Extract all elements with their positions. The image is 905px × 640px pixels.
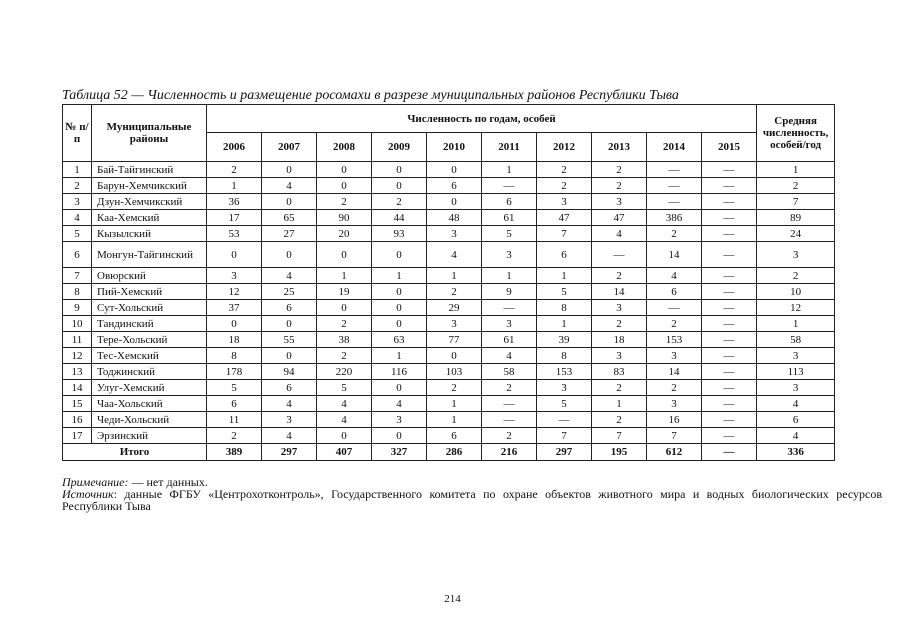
table-row xyxy=(63,268,835,284)
year-value: 3 xyxy=(592,300,647,316)
year-value: 37 xyxy=(207,300,262,316)
year-value: 5 xyxy=(482,226,537,242)
year-value: 44 xyxy=(372,210,427,226)
year-value: — xyxy=(702,332,757,348)
table-row xyxy=(63,316,835,332)
district-name: Овюрский xyxy=(92,268,207,284)
year-value: — xyxy=(702,412,757,428)
year-value: — xyxy=(647,194,702,210)
source-line xyxy=(62,488,882,512)
year-value: 0 xyxy=(372,178,427,194)
year-value: 77 xyxy=(427,332,482,348)
district-name: Тере-Хольский xyxy=(92,332,207,348)
year-value: 19 xyxy=(317,284,372,300)
year-value: 58 xyxy=(482,364,537,380)
average-value: 2 xyxy=(757,178,835,194)
year-value: 1 xyxy=(537,268,592,284)
year-value: — xyxy=(647,178,702,194)
year-value: 14 xyxy=(647,364,702,380)
header-year: 2008 xyxy=(317,133,372,162)
year-value: 1 xyxy=(372,348,427,364)
year-value: 47 xyxy=(537,210,592,226)
district-name: Чаа-Хольский xyxy=(92,396,207,412)
district-name: Бай-Тайгинский xyxy=(92,162,207,178)
table-row xyxy=(63,364,835,380)
district-name: Тандинский xyxy=(92,316,207,332)
row-number: 13 xyxy=(63,364,92,380)
total-value: 327 xyxy=(372,444,427,461)
district-name: Тес-Хемский xyxy=(92,348,207,364)
row-number: 7 xyxy=(63,268,92,284)
average-value: 113 xyxy=(757,364,835,380)
year-value: 18 xyxy=(592,332,647,348)
year-value: 1 xyxy=(317,268,372,284)
header-year: 2006 xyxy=(207,133,262,162)
page-number: 214 xyxy=(444,593,461,605)
year-value: 1 xyxy=(427,412,482,428)
year-value: 220 xyxy=(317,364,372,380)
year-value: — xyxy=(702,380,757,396)
year-value: 0 xyxy=(317,428,372,444)
year-value: 61 xyxy=(482,210,537,226)
average-value: 6 xyxy=(757,412,835,428)
row-number: 3 xyxy=(63,194,92,210)
year-value: 2 xyxy=(427,380,482,396)
source-label: Источник xyxy=(62,487,114,501)
year-value: 47 xyxy=(592,210,647,226)
year-value: 94 xyxy=(262,364,317,380)
table-row xyxy=(63,396,835,412)
year-value: 5 xyxy=(207,380,262,396)
year-value: 17 xyxy=(207,210,262,226)
year-value: 103 xyxy=(427,364,482,380)
year-value: — xyxy=(702,162,757,178)
row-number: 5 xyxy=(63,226,92,242)
year-value: 65 xyxy=(262,210,317,226)
year-value: 0 xyxy=(317,242,372,268)
year-value: 2 xyxy=(592,316,647,332)
year-value: 153 xyxy=(647,332,702,348)
year-value: 153 xyxy=(537,364,592,380)
district-name: Монгун-Тайгинский xyxy=(92,242,207,268)
year-value: 0 xyxy=(372,284,427,300)
year-value: 4 xyxy=(262,396,317,412)
row-number: 8 xyxy=(63,284,92,300)
year-value: 2 xyxy=(647,316,702,332)
table-row xyxy=(63,242,835,268)
year-value: — xyxy=(702,242,757,268)
year-value: 61 xyxy=(482,332,537,348)
year-value: 2 xyxy=(482,380,537,396)
district-name: Пий-Хемский xyxy=(92,284,207,300)
year-value: 0 xyxy=(317,300,372,316)
year-value: 90 xyxy=(317,210,372,226)
year-value: — xyxy=(592,242,647,268)
source-text: : данные ФГБУ «Центрохотконтроль», Государственного комитета по охране объектов животного мира и водных биологических ресурсов Республики Тыва xyxy=(62,487,882,513)
year-value: 5 xyxy=(537,396,592,412)
year-value: 14 xyxy=(647,242,702,268)
year-value: 3 xyxy=(592,194,647,210)
year-value: 4 xyxy=(262,428,317,444)
year-value: 0 xyxy=(207,242,262,268)
header-year-group: Численность по годам, особей xyxy=(207,105,757,133)
year-value: 93 xyxy=(372,226,427,242)
average-value: 10 xyxy=(757,284,835,300)
year-value: 2 xyxy=(647,380,702,396)
year-value: — xyxy=(702,300,757,316)
average-value: 2 xyxy=(757,268,835,284)
row-number: 12 xyxy=(63,348,92,364)
year-value: 5 xyxy=(317,380,372,396)
year-value: 1 xyxy=(427,396,482,412)
year-value: 4 xyxy=(262,268,317,284)
year-value: 386 xyxy=(647,210,702,226)
year-value: — xyxy=(702,226,757,242)
district-name: Кызылский xyxy=(92,226,207,242)
average-value: 89 xyxy=(757,210,835,226)
district-name: Дзун-Хемчикский xyxy=(92,194,207,210)
row-number: 17 xyxy=(63,428,92,444)
table-row xyxy=(63,300,835,316)
average-value: 7 xyxy=(757,194,835,210)
year-value: 14 xyxy=(592,284,647,300)
year-value: 3 xyxy=(592,348,647,364)
year-value: 3 xyxy=(262,412,317,428)
table-row xyxy=(63,178,835,194)
average-value: 12 xyxy=(757,300,835,316)
district-name: Сут-Хольский xyxy=(92,300,207,316)
year-value: 6 xyxy=(427,428,482,444)
year-value: 5 xyxy=(537,284,592,300)
year-value: 0 xyxy=(372,162,427,178)
year-value: — xyxy=(702,348,757,364)
year-value: 63 xyxy=(372,332,427,348)
year-value: — xyxy=(702,210,757,226)
header-year: 2009 xyxy=(372,133,427,162)
header-year: 2007 xyxy=(262,133,317,162)
year-value: 2 xyxy=(317,194,372,210)
total-value: 297 xyxy=(262,444,317,461)
average-value: 3 xyxy=(757,348,835,364)
year-value: 4 xyxy=(427,242,482,268)
year-value: 6 xyxy=(427,178,482,194)
table-row xyxy=(63,226,835,242)
year-value: 2 xyxy=(592,412,647,428)
row-number: 11 xyxy=(63,332,92,348)
row-number: 4 xyxy=(63,210,92,226)
header-num: № п/п xyxy=(63,105,92,162)
year-value: 4 xyxy=(317,396,372,412)
year-value: 3 xyxy=(647,348,702,364)
year-value: 3 xyxy=(372,412,427,428)
year-value: 0 xyxy=(317,162,372,178)
year-value: 1 xyxy=(427,268,482,284)
year-value: 4 xyxy=(647,268,702,284)
year-value: 3 xyxy=(647,396,702,412)
year-value: 2 xyxy=(647,226,702,242)
average-value: 24 xyxy=(757,226,835,242)
year-value: 83 xyxy=(592,364,647,380)
year-value: 1 xyxy=(592,396,647,412)
year-value: 27 xyxy=(262,226,317,242)
year-value: 2 xyxy=(207,162,262,178)
year-value: 4 xyxy=(317,412,372,428)
year-value: 7 xyxy=(592,428,647,444)
year-value: 12 xyxy=(207,284,262,300)
header-year: 2011 xyxy=(482,133,537,162)
year-value: — xyxy=(702,396,757,412)
year-value: 2 xyxy=(372,194,427,210)
year-value: 0 xyxy=(262,316,317,332)
year-value: 4 xyxy=(372,396,427,412)
year-value: 38 xyxy=(317,332,372,348)
district-name: Улуг-Хемский xyxy=(92,380,207,396)
year-value: 0 xyxy=(317,178,372,194)
year-value: — xyxy=(702,364,757,380)
year-value: — xyxy=(702,194,757,210)
table-row xyxy=(63,162,835,178)
year-value: 6 xyxy=(262,300,317,316)
year-value: 2 xyxy=(317,348,372,364)
year-value: 6 xyxy=(537,242,592,268)
average-value: 1 xyxy=(757,316,835,332)
year-value: — xyxy=(482,300,537,316)
year-value: — xyxy=(647,300,702,316)
district-name: Чеди-Хольский xyxy=(92,412,207,428)
year-value: 2 xyxy=(592,178,647,194)
year-value: 39 xyxy=(537,332,592,348)
year-value: 3 xyxy=(207,268,262,284)
notes xyxy=(62,476,882,512)
total-value: 216 xyxy=(482,444,537,461)
year-value: 25 xyxy=(262,284,317,300)
total-label: Итого xyxy=(63,444,207,461)
year-value: 20 xyxy=(317,226,372,242)
year-value: 0 xyxy=(262,242,317,268)
year-value: 1 xyxy=(207,178,262,194)
total-value: — xyxy=(702,444,757,461)
header-average: Средняя численность, особей/год xyxy=(757,105,835,162)
note-text: — нет данных. xyxy=(128,475,208,489)
year-value: — xyxy=(537,412,592,428)
year-value: 53 xyxy=(207,226,262,242)
year-value: 2 xyxy=(317,316,372,332)
year-value: — xyxy=(702,284,757,300)
year-value: 36 xyxy=(207,194,262,210)
year-value: 0 xyxy=(372,380,427,396)
year-value: 4 xyxy=(482,348,537,364)
total-value: 407 xyxy=(317,444,372,461)
year-value: 2 xyxy=(592,268,647,284)
year-value: 0 xyxy=(372,300,427,316)
table-row xyxy=(63,348,835,364)
row-number: 15 xyxy=(63,396,92,412)
year-value: 0 xyxy=(427,162,482,178)
year-value: 1 xyxy=(482,162,537,178)
total-value: 297 xyxy=(537,444,592,461)
total-row xyxy=(63,444,835,461)
year-value: 1 xyxy=(372,268,427,284)
year-value: 55 xyxy=(262,332,317,348)
average-value: 3 xyxy=(757,380,835,396)
year-value: 0 xyxy=(372,316,427,332)
year-value: — xyxy=(482,178,537,194)
average-value: 4 xyxy=(757,396,835,412)
year-value: 3 xyxy=(427,226,482,242)
year-value: 2 xyxy=(592,380,647,396)
row-number: 16 xyxy=(63,412,92,428)
average-value: 58 xyxy=(757,332,835,348)
district-name: Тоджинский xyxy=(92,364,207,380)
header-year: 2015 xyxy=(702,133,757,162)
year-value: — xyxy=(702,178,757,194)
year-value: 0 xyxy=(427,194,482,210)
row-number: 1 xyxy=(63,162,92,178)
year-value: 3 xyxy=(482,316,537,332)
year-value: 6 xyxy=(207,396,262,412)
year-value: 29 xyxy=(427,300,482,316)
year-value: 8 xyxy=(207,348,262,364)
district-name: Эрзинский xyxy=(92,428,207,444)
average-value: 1 xyxy=(757,162,835,178)
year-value: 48 xyxy=(427,210,482,226)
table-row xyxy=(63,380,835,396)
year-value: 3 xyxy=(537,194,592,210)
year-value: 1 xyxy=(482,268,537,284)
year-value: 16 xyxy=(647,412,702,428)
row-number: 2 xyxy=(63,178,92,194)
wolverine-population-table xyxy=(62,104,835,461)
row-number: 9 xyxy=(63,300,92,316)
year-value: 2 xyxy=(427,284,482,300)
year-value: 11 xyxy=(207,412,262,428)
year-value: 116 xyxy=(372,364,427,380)
year-value: 178 xyxy=(207,364,262,380)
row-number: 6 xyxy=(63,242,92,268)
year-value: 2 xyxy=(482,428,537,444)
year-value: 8 xyxy=(537,348,592,364)
year-value: 2 xyxy=(537,178,592,194)
year-value: — xyxy=(482,412,537,428)
year-value: 4 xyxy=(592,226,647,242)
year-value: — xyxy=(702,316,757,332)
table-caption: Таблица 52 — Численность и размещение росомахи в разрезе муниципальных районов Республики Тыва xyxy=(62,88,679,103)
year-value: — xyxy=(647,162,702,178)
year-value: 2 xyxy=(592,162,647,178)
table-row xyxy=(63,210,835,226)
year-value: — xyxy=(702,268,757,284)
year-value: 0 xyxy=(262,162,317,178)
total-value: 286 xyxy=(427,444,482,461)
year-value: 0 xyxy=(427,348,482,364)
table-row xyxy=(63,412,835,428)
row-number: 10 xyxy=(63,316,92,332)
year-value: 7 xyxy=(537,226,592,242)
year-value: 3 xyxy=(537,380,592,396)
year-value: 6 xyxy=(647,284,702,300)
header-district: Муниципальные районы xyxy=(92,105,207,162)
year-value: 7 xyxy=(537,428,592,444)
year-value: 0 xyxy=(262,348,317,364)
year-value: 6 xyxy=(262,380,317,396)
total-value: 389 xyxy=(207,444,262,461)
district-name: Каа-Хемский xyxy=(92,210,207,226)
table-row xyxy=(63,332,835,348)
year-value: 3 xyxy=(427,316,482,332)
table-row xyxy=(63,194,835,210)
total-average: 336 xyxy=(757,444,835,461)
year-value: 3 xyxy=(482,242,537,268)
header-year: 2012 xyxy=(537,133,592,162)
average-value: 4 xyxy=(757,428,835,444)
year-value: 8 xyxy=(537,300,592,316)
note-label: Примечание: xyxy=(62,475,129,489)
row-number: 14 xyxy=(63,380,92,396)
year-value: 7 xyxy=(647,428,702,444)
year-value: — xyxy=(702,428,757,444)
table-row xyxy=(63,284,835,300)
table-row xyxy=(63,428,835,444)
year-value: 6 xyxy=(482,194,537,210)
year-value: 0 xyxy=(372,242,427,268)
year-value: 0 xyxy=(207,316,262,332)
district-name: Барун-Хемчикский xyxy=(92,178,207,194)
total-value: 195 xyxy=(592,444,647,461)
year-value: 9 xyxy=(482,284,537,300)
total-value: 612 xyxy=(647,444,702,461)
year-value: 0 xyxy=(372,428,427,444)
year-value: 4 xyxy=(262,178,317,194)
header-year: 2013 xyxy=(592,133,647,162)
average-value: 3 xyxy=(757,242,835,268)
header-year: 2014 xyxy=(647,133,702,162)
header-year: 2010 xyxy=(427,133,482,162)
year-value: 0 xyxy=(262,194,317,210)
year-value: 1 xyxy=(537,316,592,332)
year-value: 2 xyxy=(207,428,262,444)
year-value: 18 xyxy=(207,332,262,348)
year-value: 2 xyxy=(537,162,592,178)
year-value: — xyxy=(482,396,537,412)
